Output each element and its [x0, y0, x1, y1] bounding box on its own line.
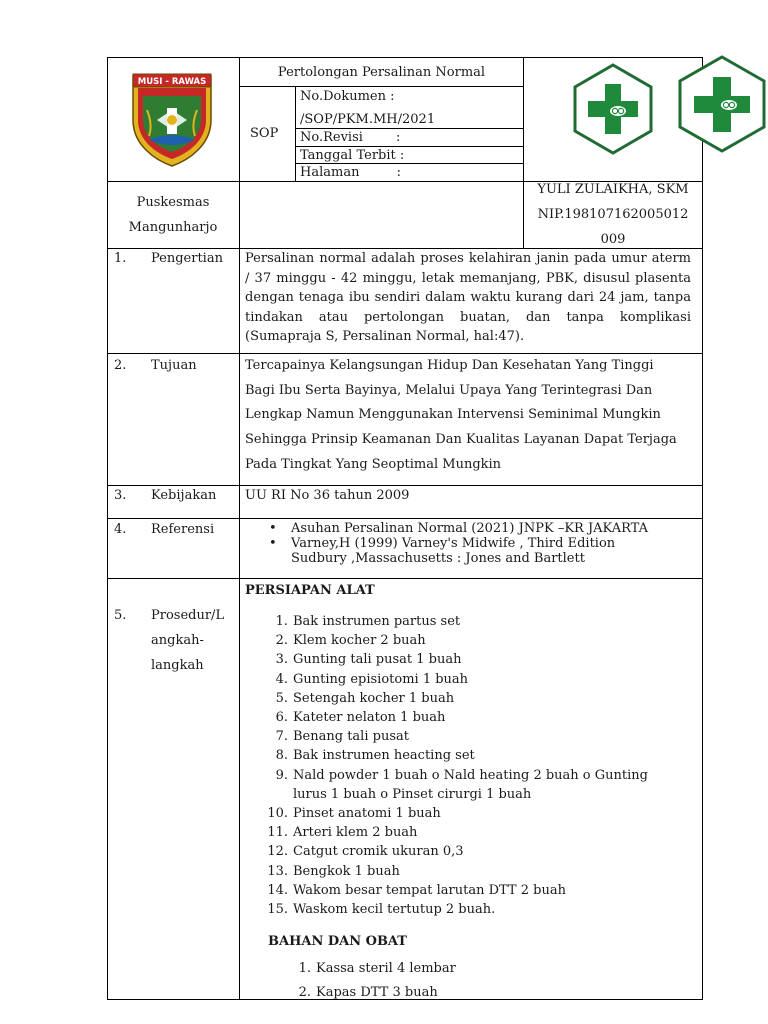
- section-1-num: 1.: [114, 251, 127, 266]
- signer-nip: NIP.198107162005012: [537, 207, 689, 222]
- list-item: [287, 957, 687, 981]
- list-item-text: Bak instrumen heacting set: [293, 748, 475, 764]
- list-item-number: [264, 785, 293, 804]
- list-item-number: 15.: [267, 902, 288, 918]
- list-item-number: 12.: [267, 844, 288, 860]
- tujuan-line: Tercapainya Kelangsungan Hidup Dan Kesehatan Yang Tinggi: [245, 358, 654, 373]
- tujuan-line: Lengkap Namun Menggunakan Intervensi Seminimal Mungkin: [245, 407, 661, 422]
- list-item: [264, 708, 684, 727]
- list-item: [264, 689, 684, 708]
- section-2-label: Tujuan: [151, 358, 197, 373]
- list-item: [264, 670, 684, 689]
- org-name-line-1: Puskesmas: [136, 195, 210, 210]
- section-5-label: Prosedur/L: [151, 608, 225, 623]
- list-item-text: Kateter nelaton 1 buah: [293, 710, 446, 726]
- musi-rawas-logo: [127, 70, 217, 168]
- list-item: • Asuhan Persalinan Normal (2021) JNPK –KR JAKARTA: [269, 521, 649, 536]
- field-line-2: [295, 146, 524, 147]
- list-item-number: 7.: [275, 729, 288, 745]
- list-item-text: Nald powder 1 buah o Nald heating 2 buah o Gunting: [293, 767, 648, 783]
- border-right: [702, 57, 703, 1000]
- list-item: [287, 981, 687, 1005]
- list-item: [264, 631, 684, 650]
- field-no-dokumen: No.Dokumen :: [300, 89, 395, 104]
- bahan-list: [287, 957, 687, 1005]
- list-item-text: Wakom besar tempat larutan DTT 2 buah: [293, 882, 566, 898]
- list-item-number: 2.: [275, 633, 288, 649]
- row-line-5: [107, 578, 703, 579]
- list-item-text: Kapas DTT 3 buah: [316, 985, 438, 1000]
- list-item-number: 9.: [275, 767, 288, 783]
- list-item-number: 6.: [275, 710, 288, 726]
- list-item-number: 5.: [275, 690, 288, 706]
- section-3-num: 3.: [114, 488, 127, 503]
- sop-title: Pertolongan Persalinan Normal: [277, 65, 486, 80]
- row-line-4: [107, 518, 703, 519]
- list-item: [264, 612, 684, 631]
- org-name-line-2: Mangunharjo: [128, 220, 218, 235]
- list-item-number: 4.: [275, 671, 288, 687]
- puskesmas-cross-icon-2: [676, 54, 768, 154]
- field-line-1: [295, 128, 524, 129]
- list-item-number: 2.: [298, 985, 311, 1000]
- list-item: [264, 650, 684, 669]
- list-item: • Varney,H (1999) Varney's Midwife , Third Edition: [269, 536, 616, 551]
- list-item-text: Catgut cromik ukuran 0,3: [293, 844, 464, 860]
- list-item-number: 14.: [267, 882, 288, 898]
- border-top: [107, 57, 703, 58]
- list-item-text: Arteri klem 2 buah: [293, 825, 418, 841]
- list-item-number: 1.: [275, 614, 288, 629]
- list-item-text: Klem kocher 2 buah: [293, 633, 426, 649]
- section-3-text: UU RI No 36 tahun 2009: [245, 488, 410, 503]
- row-line-3: [107, 485, 703, 486]
- field-no-dokumen-value: /SOP/PKM.MH/2021: [300, 112, 436, 127]
- tujuan-line: Pada Tingkat Yang Seoptimal Mungkin: [245, 457, 502, 472]
- section-1-label: Pengertian: [151, 251, 223, 266]
- list-item-text: Benang tali pusat: [293, 729, 409, 745]
- list-item-number: 1.: [298, 961, 311, 976]
- list-item: Sudbury ,Massachusetts : Jones and Bartlett: [291, 551, 585, 566]
- bahan-obat-heading: BAHAN DAN OBAT: [268, 934, 407, 949]
- list-item: [264, 823, 684, 842]
- list-item-number: 8.: [275, 748, 288, 764]
- list-item-text: Setengah kocher 1 buah: [293, 690, 455, 706]
- list-item-number: 13.: [267, 863, 288, 879]
- tujuan-line: Sehingga Prinsip Keamanan Dan Kualitas Layanan Dapat Terjaga: [245, 432, 677, 447]
- list-item-text: Kassa steril 4 lembar: [316, 961, 456, 976]
- tujuan-line: Bagi Ibu Serta Bayinya, Melalui Upaya Yang Terintegrasi Dan: [245, 383, 653, 398]
- section-4-label: Referensi: [151, 522, 215, 537]
- field-halaman: Halaman :: [300, 165, 402, 180]
- signer-name: YULI ZULAIKHA, SKM: [537, 182, 689, 197]
- col-divider: [239, 57, 240, 1000]
- list-item-text: Gunting tali pusat 1 buah: [293, 652, 462, 668]
- list-item: [264, 785, 684, 804]
- referensi-list: [269, 521, 689, 566]
- list-item-text: Gunting episiotomi 1 buah: [293, 671, 469, 687]
- section-2-num: 2.: [114, 358, 127, 373]
- list-item: [264, 842, 684, 861]
- list-item-number: 11.: [267, 825, 288, 841]
- list-item-text: Pinset anatomi 1 buah: [293, 806, 441, 822]
- alat-list: [264, 612, 684, 919]
- list-item: [264, 881, 684, 900]
- list-item: [264, 900, 684, 919]
- list-item-text: lurus 1 buah o Pinset cirurgi 1 buah: [293, 786, 532, 802]
- list-item: [264, 766, 684, 785]
- section-4-num: 4.: [114, 522, 127, 537]
- list-item: [264, 727, 684, 746]
- section-5-num: 5.: [114, 608, 127, 623]
- section-5-label: angkah-: [151, 633, 204, 648]
- sop-label: SOP: [250, 126, 279, 141]
- puskesmas-cross-icon: [571, 62, 655, 156]
- list-item-number: 10.: [267, 806, 288, 822]
- sop-divider: [295, 86, 296, 181]
- section-3-label: Kebijakan: [151, 488, 217, 503]
- list-item: [264, 804, 684, 823]
- row-line-2: [107, 353, 703, 354]
- logo-text: MUSI - RAWAS: [137, 77, 207, 87]
- list-item-text: Bak instrumen partus set: [293, 614, 461, 629]
- signer-nip-cont: 009: [600, 232, 626, 247]
- list-item-number: 3.: [275, 652, 288, 668]
- list-item: [264, 746, 684, 765]
- section-5-label: langkah: [151, 658, 204, 673]
- list-item-text: Waskom kecil tertutup 2 buah.: [293, 902, 496, 918]
- field-tanggal-terbit: Tanggal Terbit :: [300, 148, 405, 163]
- persiapan-alat-heading: PERSIAPAN ALAT: [245, 583, 375, 598]
- title-underline: [239, 86, 524, 87]
- section-1-text: Persalinan normal adalah proses kelahiran janin pada umur aterm / 37 minggu - 42 minggu, letak memanjang, PBK, disusul plasenta dengan tenaga ibu sendiri dalam waktu kurang dari 24 jam, tanpa tindakan atau pertolongan buatan, dan tanpa komplikasi (Sumapraja S, Persalinan Normal, hal:47).: [245, 251, 691, 344]
- list-item: [264, 862, 684, 881]
- list-item-text: Bengkok 1 buah: [293, 863, 400, 879]
- field-no-revisi: No.Revisi :: [300, 130, 401, 145]
